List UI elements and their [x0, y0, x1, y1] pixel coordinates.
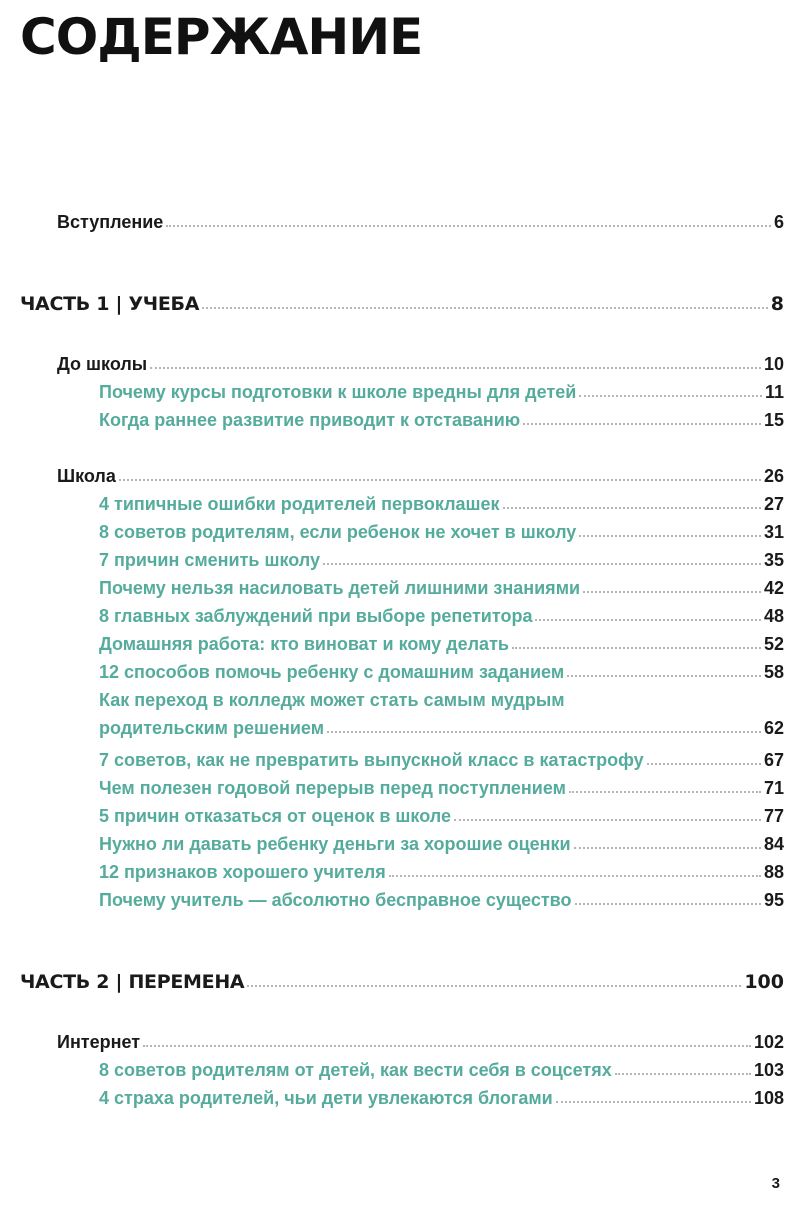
toc-entry-page: 84: [763, 834, 784, 854]
toc-entry-section: [57, 460, 784, 486]
dot-leader: [579, 395, 762, 397]
toc-entry-label: 4 страха родителей, чьи дети увлекаются блогами: [99, 1088, 553, 1108]
toc-entry-chapter: [99, 856, 784, 882]
toc-entry-chapter: [99, 1082, 784, 1108]
toc-entry-page: 10: [763, 354, 784, 374]
toc-entry-chapter: [99, 884, 784, 910]
toc-entry-page: 108: [753, 1088, 784, 1108]
toc-entry-page: 58: [763, 662, 784, 682]
toc-entry-chapter: [99, 772, 784, 798]
toc-entry-label: 8 главных заблуждений при выборе репетитора: [99, 606, 533, 626]
toc-entry-page: 77: [763, 806, 784, 826]
toc-entry-page: 26: [763, 466, 784, 486]
toc-entry-label: 8 советов родителям от детей, как вести себя в соцсетях: [99, 1060, 612, 1080]
toc-entry-chapter: [99, 800, 784, 826]
toc-entry-section: [57, 348, 784, 374]
dot-leader: [454, 819, 761, 821]
dot-leader: [247, 985, 741, 987]
dot-leader: [323, 563, 761, 565]
toc-entry-label: 5 причин отказаться от оценок в школе: [99, 806, 451, 826]
toc-entry-page: 52: [763, 634, 784, 654]
toc-entry-label: ЧАСТЬ 2 | ПЕРЕМЕНА: [20, 971, 245, 993]
toc-entry-page: 15: [763, 410, 784, 430]
toc-entry-chapter: [99, 656, 784, 682]
dot-leader: [389, 875, 761, 877]
toc-entry-page: 42: [763, 578, 784, 598]
toc-entry-page: 31: [763, 522, 784, 542]
page-title: СОДЕРЖАНИЕ: [20, 8, 423, 66]
toc-entry-label: 12 способов помочь ребенку с домашним заданием: [99, 662, 565, 682]
toc-entry-page: 8: [770, 293, 784, 315]
toc-entry-page: 88: [763, 862, 784, 882]
dot-leader: [647, 763, 761, 765]
toc-entry-page: 62: [763, 718, 784, 738]
toc-entry-label: 7 советов, как не превратить выпускной класс в катастрофу: [99, 750, 644, 770]
toc-entry-section: [57, 206, 784, 232]
toc-entry-label: 4 типичные ошибки родителей первоклашек: [99, 494, 500, 514]
dot-leader: [535, 619, 761, 621]
toc-entry-page: 71: [763, 778, 784, 798]
toc-entry-part: [20, 966, 784, 992]
toc-entry-chapter: [99, 544, 784, 570]
toc-entry-label: Почему нельзя насиловать детей лишними знаниями: [99, 578, 581, 598]
toc-entry-chapter: [99, 488, 784, 514]
toc-entry-label: 12 признаков хорошего учителя: [99, 862, 386, 882]
dot-leader: [503, 507, 761, 509]
dot-leader: [119, 479, 761, 481]
dot-leader: [143, 1045, 751, 1047]
dot-leader: [327, 731, 761, 733]
dot-leader: [567, 675, 761, 677]
toc-entry-label: Вступление: [57, 212, 164, 232]
toc-entry-label: родительским решением: [99, 718, 325, 738]
toc-entry-page: 95: [763, 890, 784, 910]
toc-entry-label: Почему курсы подготовки к школе вредны для детей: [99, 382, 577, 402]
toc-entry-label: Чем полезен годовой перерыв перед поступлением: [99, 778, 566, 798]
toc-entry-label: Школа: [57, 466, 116, 486]
toc-entry-label: Интернет: [57, 1032, 141, 1052]
toc-entry-page: 102: [753, 1032, 784, 1052]
toc-entry-section: [57, 1026, 784, 1052]
dot-leader: [574, 847, 761, 849]
toc-entry-page: 48: [763, 606, 784, 626]
toc-entry-chapter: [99, 516, 784, 542]
toc-entry-page: 67: [763, 750, 784, 770]
toc-entry-chapter: [99, 376, 784, 402]
toc-chapter-line: [99, 684, 784, 710]
dot-leader: [583, 591, 761, 593]
toc-entry-label: Когда раннее развитие приводит к отставанию: [99, 410, 521, 430]
toc-entry-label: До школы: [57, 354, 148, 374]
toc-entry-page: 100: [744, 971, 784, 993]
toc-entry-label: Как переход в колледж может стать самым мудрым: [99, 690, 565, 710]
toc-entry-chapter: [99, 404, 784, 430]
dot-leader: [202, 307, 768, 309]
dot-leader: [523, 423, 761, 425]
toc-entry-chapter: [99, 600, 784, 626]
toc-entry-chapter: [99, 744, 784, 770]
toc-entry-label: ЧАСТЬ 1 | УЧЕБА: [20, 293, 200, 315]
toc-entry-chapter: [99, 1054, 784, 1080]
toc-entry-label: Нужно ли давать ребенку деньги за хорошие оценки: [99, 834, 571, 854]
toc-entry-page: 6: [773, 212, 784, 232]
dot-leader: [575, 903, 761, 905]
toc-entry-chapter: [99, 628, 784, 654]
toc-entry-label: Домашняя работа: кто виноват и кому делать: [99, 634, 509, 654]
toc-entry-label: Почему учитель — абсолютно бесправное существо: [99, 890, 572, 910]
toc-entry-label: 8 советов родителям, если ребенок не хочет в школу: [99, 522, 577, 542]
dot-leader: [556, 1101, 751, 1103]
dot-leader: [615, 1073, 751, 1075]
page-number: 3: [771, 1175, 780, 1192]
toc-entry-page: 27: [763, 494, 784, 514]
dot-leader: [579, 535, 761, 537]
toc-entry-chapter: [99, 712, 784, 738]
dot-leader: [569, 791, 761, 793]
toc-entry-page: 35: [763, 550, 784, 570]
dot-leader: [150, 367, 761, 369]
toc-entry-chapter: [99, 828, 784, 854]
toc-entry-part: [20, 288, 784, 314]
dot-leader: [166, 225, 771, 227]
toc-entry-page: 103: [753, 1060, 784, 1080]
toc-entry-label: 7 причин сменить школу: [99, 550, 321, 570]
toc-entry-chapter: [99, 572, 784, 598]
dot-leader: [512, 647, 761, 649]
toc-entry-page: 11: [764, 382, 784, 402]
